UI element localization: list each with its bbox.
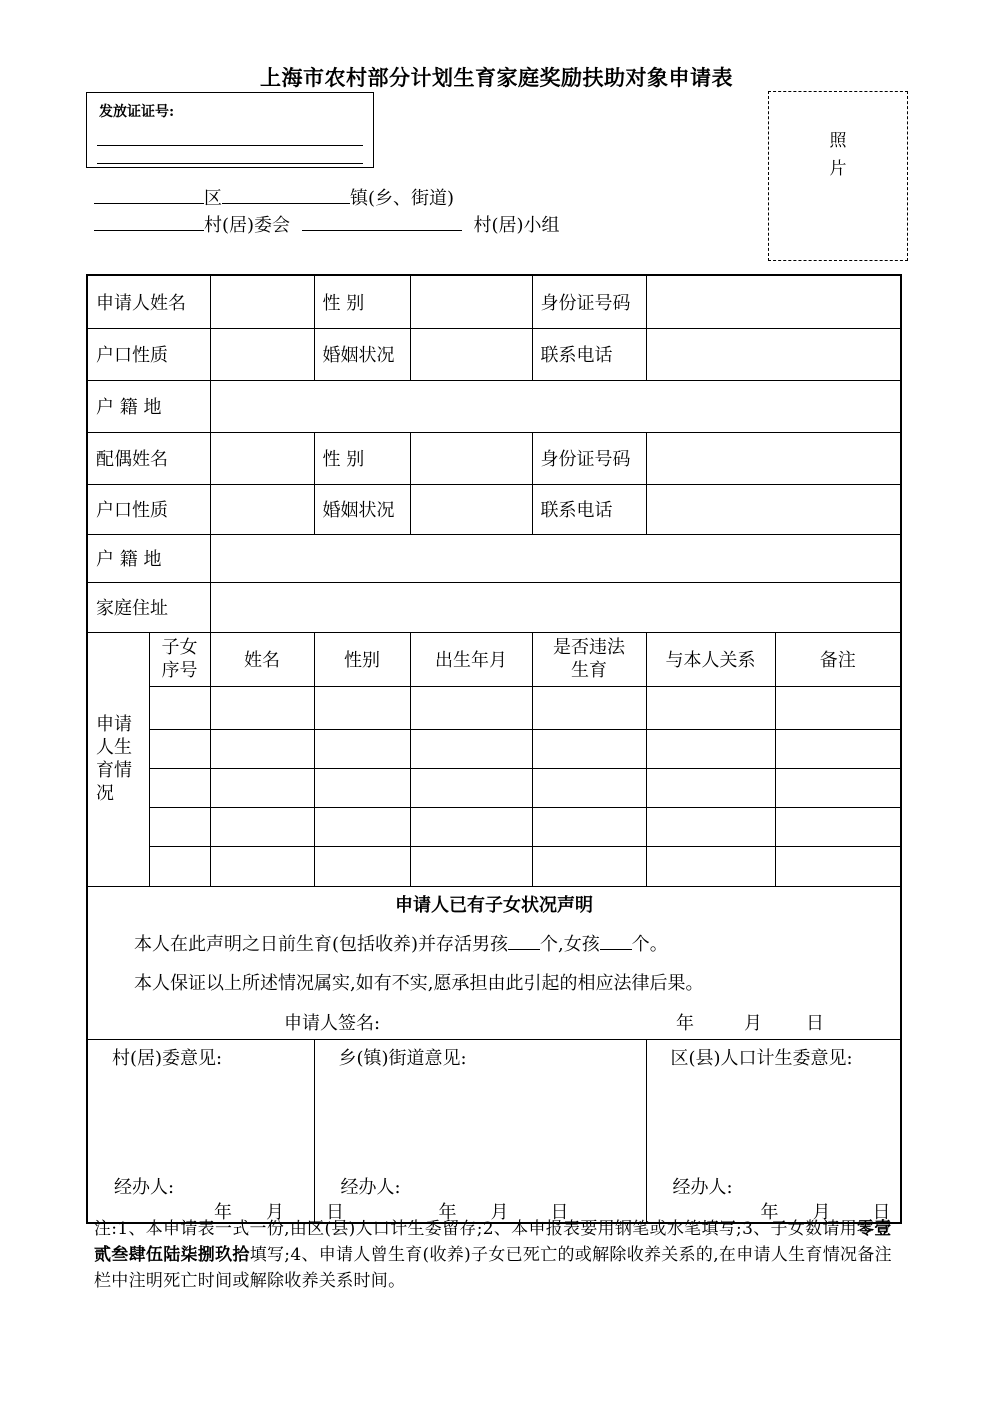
child-name-cell[interactable] bbox=[210, 686, 314, 729]
child-illegal-cell[interactable] bbox=[532, 768, 646, 807]
child-seq-cell[interactable] bbox=[149, 729, 210, 768]
village-month: 月 bbox=[266, 1201, 284, 1223]
footnotes bbox=[94, 1216, 902, 1294]
town-month: 月 bbox=[490, 1201, 509, 1223]
applicant-name-label: 申请人姓名 bbox=[87, 275, 210, 328]
applicant-id-field[interactable] bbox=[646, 275, 901, 328]
child-note-header: 备注 bbox=[775, 632, 901, 686]
child-row bbox=[87, 729, 901, 768]
child-relation-cell[interactable] bbox=[646, 846, 775, 886]
child-illegal-cell[interactable] bbox=[532, 686, 646, 729]
spouse-phone-label: 联系电话 bbox=[532, 484, 646, 534]
child-illegal-header: 是否违法 生育 bbox=[532, 632, 646, 686]
district-opinion-label: 区(县)人口计生委意见: bbox=[670, 1047, 853, 1069]
village-opinion-box[interactable] bbox=[87, 1039, 344, 1223]
town-year: 年 bbox=[438, 1201, 457, 1223]
spouse-hukou-field[interactable] bbox=[210, 484, 314, 534]
spouse-id-label: 身份证号码 bbox=[532, 432, 646, 484]
child-relation-cell[interactable] bbox=[646, 686, 775, 729]
spouse-gender-label: 性 别 bbox=[314, 432, 410, 484]
spouse-row-2 bbox=[87, 484, 901, 534]
child-gender-cell[interactable] bbox=[314, 768, 410, 807]
child-row bbox=[87, 846, 901, 886]
child-birth-cell[interactable] bbox=[410, 729, 532, 768]
town-opinion-label: 乡(镇)街道意见: bbox=[338, 1047, 467, 1069]
applicant-marital-label: 婚姻状况 bbox=[314, 328, 410, 380]
children-section-label: 申请人生育情况 bbox=[87, 632, 149, 886]
address-row-district bbox=[94, 184, 454, 210]
child-row bbox=[87, 768, 901, 807]
declaration-month: 月 bbox=[744, 1012, 762, 1034]
child-illegal-cell[interactable] bbox=[532, 807, 646, 846]
applicant-hukou-field[interactable] bbox=[210, 328, 314, 380]
child-illegal-cell[interactable] bbox=[532, 729, 646, 768]
child-row bbox=[87, 807, 901, 846]
declaration-line-2: 本人保证以上所述情况属实,如有不实,愿承担由此引起的相应法律后果。 bbox=[134, 972, 704, 994]
child-birth-cell[interactable] bbox=[410, 686, 532, 729]
opinions-row bbox=[87, 1039, 901, 1223]
district-year: 年 bbox=[760, 1201, 779, 1223]
notes-numerals: 零壹贰叁肆伍陆柒捌玖拾 bbox=[94, 1219, 892, 1265]
child-relation-cell[interactable] bbox=[646, 768, 775, 807]
photo-box[interactable] bbox=[768, 91, 908, 261]
child-gender-cell[interactable] bbox=[314, 686, 410, 729]
applicant-gender-label: 性 别 bbox=[314, 275, 410, 328]
spouse-domicile-field[interactable] bbox=[210, 534, 901, 582]
certificate-number-label: 发放证证号: bbox=[99, 104, 175, 120]
child-note-cell[interactable] bbox=[775, 846, 901, 886]
village-opinion-label: 村(居)委意见: bbox=[112, 1047, 223, 1069]
district-opinion-box[interactable] bbox=[646, 1039, 901, 1223]
address-row-village bbox=[94, 211, 560, 237]
home-address-field[interactable] bbox=[210, 582, 901, 632]
child-birth-cell[interactable] bbox=[410, 846, 532, 886]
child-birth-cell[interactable] bbox=[410, 768, 532, 807]
town-blank[interactable] bbox=[222, 185, 350, 204]
children-header-row bbox=[87, 632, 901, 686]
spouse-name-label: 配偶姓名 bbox=[87, 432, 210, 484]
child-name-cell[interactable] bbox=[210, 807, 314, 846]
town-opinion-box[interactable] bbox=[314, 1039, 646, 1223]
child-note-cell[interactable] bbox=[775, 768, 901, 807]
boys-count-blank[interactable] bbox=[508, 931, 540, 950]
certificate-number-line-2[interactable] bbox=[97, 163, 363, 164]
declaration-day: 日 bbox=[806, 1012, 824, 1034]
child-seq-cell[interactable] bbox=[149, 686, 210, 729]
spouse-marital-field[interactable] bbox=[410, 484, 532, 534]
spouse-gender-field[interactable] bbox=[410, 432, 532, 484]
spouse-phone-field[interactable] bbox=[646, 484, 901, 534]
child-name-cell[interactable] bbox=[210, 846, 314, 886]
town-handler-label: 经办人: bbox=[340, 1176, 401, 1198]
town-day: 日 bbox=[550, 1201, 569, 1223]
applicant-phone-label: 联系电话 bbox=[532, 328, 646, 380]
certificate-number-line-1[interactable] bbox=[97, 145, 363, 146]
child-gender-cell[interactable] bbox=[314, 807, 410, 846]
applicant-row-3 bbox=[87, 380, 901, 432]
girls-count-blank[interactable] bbox=[600, 931, 632, 950]
child-illegal-cell[interactable] bbox=[532, 846, 646, 886]
child-birth-cell[interactable] bbox=[410, 807, 532, 846]
village-year: 年 bbox=[214, 1201, 232, 1223]
certificate-number-box bbox=[86, 92, 374, 168]
village-handler-label: 经办人: bbox=[114, 1176, 175, 1198]
declaration-year: 年 bbox=[676, 1012, 694, 1034]
home-address-label: 家庭住址 bbox=[87, 582, 210, 632]
home-address-row bbox=[87, 582, 901, 632]
district-blank[interactable] bbox=[94, 185, 204, 204]
declaration-row bbox=[87, 886, 901, 1039]
spouse-id-field[interactable] bbox=[646, 432, 901, 484]
notes-part-1: 注:1、本申请表一式一份,由区(县)人口计生委留存;2、本申报表要用钢笔或水笔填写;3、子女数请用 bbox=[94, 1219, 857, 1239]
child-relation-cell[interactable] bbox=[646, 729, 775, 768]
child-seq-cell[interactable] bbox=[149, 846, 210, 886]
child-gender-cell[interactable] bbox=[314, 846, 410, 886]
child-name-cell[interactable] bbox=[210, 768, 314, 807]
district-handler-label: 经办人: bbox=[672, 1176, 733, 1198]
child-name-header: 姓名 bbox=[210, 632, 314, 686]
photo-label-2: 片 bbox=[829, 159, 847, 179]
declaration-title: 申请人已有子女状况声明 bbox=[395, 894, 593, 916]
form-title: 上海市农村部分计划生育家庭奖励扶助对象申请表 bbox=[260, 65, 733, 90]
applicant-row-1 bbox=[87, 275, 901, 328]
applicant-domicile-label: 户 籍 地 bbox=[87, 380, 210, 432]
child-seq-cell[interactable] bbox=[149, 807, 210, 846]
village-group-label: 村(居)小组 bbox=[473, 215, 560, 236]
child-relation-header: 与本人关系 bbox=[646, 632, 775, 686]
applicant-marital-field[interactable] bbox=[410, 328, 532, 380]
declaration-section bbox=[87, 886, 901, 1039]
applicant-signature-label[interactable]: 申请人签名: bbox=[284, 1012, 381, 1034]
child-row bbox=[87, 686, 901, 729]
district-month: 月 bbox=[812, 1201, 831, 1223]
child-name-cell[interactable] bbox=[210, 729, 314, 768]
declaration-signature-row bbox=[88, 1009, 900, 1039]
committee-blank[interactable] bbox=[302, 212, 462, 231]
child-note-cell[interactable] bbox=[775, 807, 901, 846]
child-relation-cell[interactable] bbox=[646, 807, 775, 846]
applicant-gender-field[interactable] bbox=[410, 275, 532, 328]
spouse-domicile-label: 户 籍 地 bbox=[87, 534, 210, 582]
applicant-domicile-field[interactable] bbox=[210, 380, 901, 432]
village-day: 日 bbox=[326, 1201, 344, 1223]
notes-part-2: 填写;4、申请人曾生育(收养)子女已死亡的或解除收养关系的,在申请人生育情况备注栏中注明死亡时间或解除收养关系时间。 bbox=[94, 1245, 892, 1291]
spouse-row-1 bbox=[87, 432, 901, 484]
child-gender-header: 性别 bbox=[314, 632, 410, 686]
spouse-row-3 bbox=[87, 534, 901, 582]
applicant-id-label: 身份证号码 bbox=[532, 275, 646, 328]
child-birth-header: 出生年月 bbox=[410, 632, 532, 686]
application-table bbox=[86, 274, 902, 1224]
applicant-row-2 bbox=[87, 328, 901, 380]
child-seq-header: 子女 序号 bbox=[149, 632, 210, 686]
village-committee-label: 村(居)委会 bbox=[204, 215, 291, 236]
child-note-cell[interactable] bbox=[775, 729, 901, 768]
district-label: 区 bbox=[204, 188, 222, 209]
spouse-marital-label: 婚姻状况 bbox=[314, 484, 410, 534]
village-blank[interactable] bbox=[94, 212, 204, 231]
declaration-line-1: 本人在此声明之日前生育(包括收养)并存活男孩 个,女孩 个。 bbox=[134, 930, 900, 956]
child-seq-cell[interactable] bbox=[149, 768, 210, 807]
applicant-name-field[interactable] bbox=[210, 275, 314, 328]
spouse-hukou-label: 户口性质 bbox=[87, 484, 210, 534]
photo-label-1: 照 bbox=[829, 131, 847, 151]
spouse-name-field[interactable] bbox=[210, 432, 314, 484]
town-label: 镇(乡、街道) bbox=[350, 188, 455, 209]
child-gender-cell[interactable] bbox=[314, 729, 410, 768]
applicant-hukou-label: 户口性质 bbox=[87, 328, 210, 380]
applicant-phone-field[interactable] bbox=[646, 328, 901, 380]
child-note-cell[interactable] bbox=[775, 686, 901, 729]
district-day: 日 bbox=[872, 1201, 891, 1223]
